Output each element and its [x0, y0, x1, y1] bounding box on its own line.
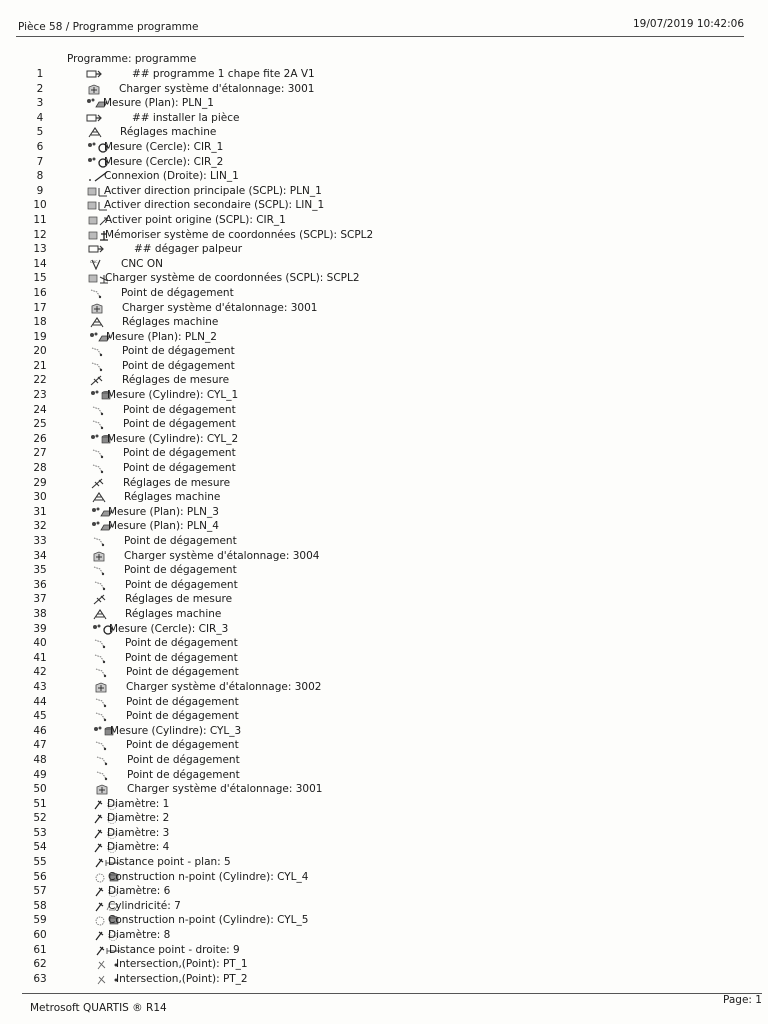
step-number: 19	[33, 330, 47, 343]
step-number: 27	[33, 447, 47, 460]
measure-circle-icon	[92, 624, 108, 635]
program-step-row	[0, 768, 768, 783]
program-step-row	[0, 972, 768, 987]
program-step-row	[0, 330, 768, 345]
measure-circle-icon	[87, 157, 103, 168]
comment-icon	[88, 244, 104, 255]
step-label: Mesure (Cercle): CIR_2	[104, 155, 224, 168]
program-step-row	[0, 505, 768, 520]
step-number: 50	[33, 783, 47, 796]
program-step-row	[0, 665, 768, 680]
program-step-row	[0, 476, 768, 491]
step-label: Activer direction principale (SCPL): PLN_1	[104, 184, 322, 197]
step-number: 13	[33, 243, 47, 256]
step-label: Point de dégagement	[123, 447, 236, 460]
machine-settings-icon	[92, 609, 108, 620]
load-system-icon	[89, 303, 105, 314]
step-number: 52	[33, 812, 47, 825]
step-number: 35	[33, 564, 47, 577]
step-label: Point de dégagement	[123, 418, 236, 431]
step-label: Diamètre: 2	[107, 812, 170, 825]
program-step-row	[0, 125, 768, 140]
step-number: 29	[33, 476, 47, 489]
step-label: Point de dégagement	[125, 578, 238, 591]
program-step-row	[0, 111, 768, 126]
program-step-row	[0, 884, 768, 899]
step-number: 33	[33, 535, 47, 547]
header-datetime: 19/07/2019 10:42:06	[632, 18, 744, 30]
step-label: Intersection,(Point): PT_2	[116, 972, 248, 985]
program-step-list	[0, 67, 768, 986]
program-title: Programme: programme	[67, 53, 197, 65]
program-step-row	[0, 957, 768, 972]
program-step-row	[0, 446, 768, 461]
step-label: Point de dégagement	[126, 695, 239, 708]
program-step-row	[0, 417, 768, 432]
step-label: Réglages machine	[125, 607, 222, 620]
intersection-icon	[96, 974, 112, 985]
step-number: 6	[36, 140, 44, 153]
step-label: Point de dégagement	[125, 637, 238, 650]
direction-icon	[87, 200, 103, 211]
measure-plane-icon	[89, 332, 105, 343]
clearance-point-icon	[89, 346, 105, 357]
step-label: Distance point - plan: 5	[108, 856, 231, 869]
step-number: 57	[33, 885, 47, 898]
step-label: Intersection,(Point): PT_1	[116, 958, 248, 971]
program-step-row	[0, 855, 768, 870]
clearance-point-icon	[90, 419, 106, 430]
program-step-row	[0, 899, 768, 914]
clearance-point-icon	[89, 361, 105, 372]
program-step-row	[0, 432, 768, 447]
step-number: 21	[33, 359, 47, 372]
machine-settings-icon	[91, 492, 107, 503]
step-number: 41	[33, 651, 47, 664]
program-step-row	[0, 301, 768, 316]
header-title: Pièce 58 / Programme programme	[18, 21, 199, 33]
step-label: ## programme 1 chape fite 2A V1	[132, 68, 315, 80]
step-label: ## dégager palpeur	[134, 243, 243, 256]
page-footer	[22, 993, 762, 1020]
clearance-point-icon	[91, 536, 107, 547]
step-number: 15	[33, 272, 47, 285]
measure-plane-icon	[91, 507, 107, 518]
clearance-point-icon	[92, 653, 108, 664]
program-step-row	[0, 140, 768, 155]
step-number: 1	[36, 68, 44, 80]
step-label: Mesure (Cylindre): CYL_2	[107, 432, 239, 445]
comment-icon	[86, 69, 102, 80]
step-number: 55	[33, 856, 47, 869]
step-number: 18	[33, 316, 47, 329]
program-step-row	[0, 738, 768, 753]
program-step-row	[0, 709, 768, 724]
measure-settings-icon	[89, 375, 105, 386]
step-number: 7	[36, 155, 44, 168]
step-number: 9	[36, 184, 44, 197]
program-step-row	[0, 840, 768, 855]
program-step-row	[0, 578, 768, 593]
step-number: 49	[33, 768, 47, 781]
step-number: 24	[33, 403, 47, 416]
clearance-point-icon	[92, 580, 108, 591]
step-number: 48	[33, 753, 47, 766]
step-label: Diamètre: 1	[107, 797, 170, 810]
step-label: Mesure (Plan): PLN_3	[108, 505, 219, 518]
step-number: 26	[33, 432, 47, 445]
step-number: 22	[33, 374, 47, 387]
step-label: Activer point origine (SCPL): CIR_1	[105, 213, 286, 226]
program-step-row	[0, 826, 768, 841]
load-coord-icon	[88, 273, 104, 284]
step-label: Mesure (Plan): PLN_2	[106, 330, 217, 343]
step-number: 38	[33, 607, 47, 620]
line-icon	[87, 171, 103, 182]
load-system-icon	[91, 551, 107, 562]
step-number: 47	[33, 739, 47, 752]
program-step-row	[0, 782, 768, 797]
step-label: Diamètre: 3	[107, 826, 170, 839]
program-step-row	[0, 695, 768, 710]
step-label: Réglages de mesure	[123, 476, 231, 489]
program-step-row	[0, 563, 768, 578]
origin-icon	[88, 215, 104, 226]
measure-cylinder-icon	[90, 434, 106, 445]
measure-settings-icon	[92, 594, 108, 605]
program-step-row	[0, 592, 768, 607]
step-label: Mesure (Plan): PLN_1	[103, 97, 214, 110]
save-system-icon	[88, 230, 104, 241]
step-number: 10	[33, 199, 47, 212]
step-label: CNC ON	[121, 257, 163, 270]
load-system-icon	[86, 84, 102, 95]
step-number: 60	[33, 929, 47, 942]
step-label: Réglages de mesure	[125, 593, 233, 606]
step-number: 2	[36, 82, 44, 95]
step-label: Réglages machine	[120, 126, 217, 139]
program-step-row	[0, 388, 768, 403]
step-number: 54	[33, 841, 47, 854]
step-number: 23	[33, 389, 47, 402]
step-label: Charger système d'étalonnage: 3001	[119, 82, 315, 95]
step-label: Point de dégagement	[123, 403, 236, 416]
page-header	[16, 20, 744, 37]
program-step-row	[0, 607, 768, 622]
step-label: Charger système d'étalonnage: 3001	[122, 301, 318, 314]
load-system-icon	[94, 784, 110, 795]
measure-cylinder-icon	[93, 726, 109, 737]
program-step-row	[0, 184, 768, 199]
clearance-point-icon	[90, 463, 106, 474]
program-step-row	[0, 622, 768, 637]
step-label: Point de dégagement	[123, 462, 236, 475]
step-label: Mesure (Cercle): CIR_1	[104, 140, 224, 153]
step-label: Point de dégagement	[126, 739, 239, 752]
step-label: Point de dégagement	[121, 286, 234, 299]
program-step-row	[0, 928, 768, 943]
clearance-point-icon	[90, 448, 106, 459]
step-number: 20	[33, 345, 47, 358]
clearance-point-icon	[91, 565, 107, 576]
step-label: Distance point - droite: 9	[109, 943, 240, 956]
step-number: 53	[33, 826, 47, 839]
step-label: Connexion (Droite): LIN_1	[104, 170, 239, 183]
step-label: Diamètre: 8	[108, 929, 171, 942]
program-step-row	[0, 519, 768, 534]
measure-circle-icon	[87, 142, 103, 153]
step-number: 32	[33, 520, 47, 533]
page-number: Page: 1	[723, 994, 762, 1006]
load-system-icon	[93, 682, 109, 693]
clearance-point-icon	[88, 288, 104, 299]
step-number: 56	[33, 870, 47, 883]
step-number: 51	[33, 797, 47, 810]
program-step-row	[0, 286, 768, 301]
step-label: Construction n-point (Cylindre): CYL_4	[108, 870, 309, 883]
program-step-row	[0, 344, 768, 359]
program-step-row	[0, 213, 768, 228]
program-step-row	[0, 155, 768, 170]
step-number: 16	[33, 286, 47, 299]
step-label: Point de dégagement	[125, 651, 238, 664]
step-label: Point de dégagement	[127, 753, 240, 766]
program-step-row	[0, 315, 768, 330]
clearance-point-icon	[94, 755, 110, 766]
step-number: 43	[33, 680, 47, 693]
step-number: 8	[36, 170, 44, 183]
program-step-row	[0, 797, 768, 812]
step-number: 44	[33, 695, 47, 708]
step-label: Diamètre: 6	[108, 885, 171, 898]
program-step-row	[0, 359, 768, 374]
step-number: 62	[33, 958, 47, 971]
program-step-row	[0, 913, 768, 928]
step-label: Point de dégagement	[124, 535, 237, 547]
step-label: Mémoriser système de coordonnées (SCPL): SCPL2	[105, 228, 374, 241]
clearance-point-icon	[93, 697, 109, 708]
step-label: Charger système d'étalonnage: 3004	[124, 549, 320, 562]
step-number: 45	[33, 710, 47, 723]
step-label: ## installer la pièce	[132, 111, 240, 124]
clearance-point-icon	[94, 770, 110, 781]
program-step-row	[0, 680, 768, 695]
step-label: Charger système d'étalonnage: 3002	[126, 680, 322, 693]
step-number: 39	[33, 622, 47, 635]
step-label: Construction n-point (Cylindre): CYL_5	[108, 914, 309, 927]
step-label: Réglages machine	[122, 316, 219, 329]
program-step-row	[0, 169, 768, 184]
program-step-row	[0, 67, 768, 82]
machine-settings-icon	[87, 127, 103, 138]
step-label: Réglages de mesure	[122, 374, 230, 387]
svg-text:CNC: CNC	[90, 259, 98, 264]
step-label: Mesure (Cercle): CIR_3	[109, 622, 229, 635]
program-step-row	[0, 228, 768, 243]
clearance-point-icon	[93, 740, 109, 751]
step-number: 30	[33, 491, 47, 504]
program-step-row	[0, 96, 768, 111]
step-number: 61	[33, 943, 47, 956]
step-label: Mesure (Cylindre): CYL_1	[107, 389, 239, 402]
step-label: Mesure (Cylindre): CYL_3	[110, 724, 242, 737]
program-step-row	[0, 257, 768, 272]
step-label: Point de dégagement	[124, 564, 237, 577]
step-number: 37	[33, 593, 47, 606]
step-number: 12	[33, 228, 47, 241]
measure-plane-icon	[91, 521, 107, 532]
step-label: Activer direction secondaire (SCPL): LIN_1	[104, 199, 325, 212]
measure-plane-icon	[86, 98, 102, 109]
step-number: 59	[33, 914, 47, 927]
step-number: 42	[33, 666, 47, 679]
program-step-row	[0, 943, 768, 958]
program-step-row	[0, 198, 768, 213]
step-label: Réglages machine	[124, 491, 221, 504]
step-number: 63	[33, 972, 47, 985]
step-number: 4	[36, 111, 44, 124]
step-label: Diamètre: 4	[107, 841, 170, 854]
step-number: 11	[33, 213, 47, 226]
program-step-row	[0, 82, 768, 97]
step-number: 31	[33, 505, 47, 518]
step-number: 17	[33, 301, 47, 314]
program-step-row	[0, 534, 768, 549]
clearance-point-icon	[90, 405, 106, 416]
program-step-row	[0, 753, 768, 768]
step-label: Point de dégagement	[126, 710, 239, 723]
step-label: Charger système d'étalonnage: 3001	[127, 783, 323, 796]
step-number: 5	[36, 126, 44, 139]
measure-cylinder-icon	[90, 390, 106, 401]
program-step-row	[0, 403, 768, 418]
step-label: Point de dégagement	[122, 359, 235, 372]
step-number: 28	[33, 462, 47, 475]
program-step-row	[0, 549, 768, 564]
program-step-row	[0, 651, 768, 666]
machine-settings-icon	[89, 317, 105, 328]
program-step-row	[0, 461, 768, 476]
clearance-point-icon	[92, 638, 108, 649]
step-label: Charger système de coordonnées (SCPL): SCPL2	[105, 272, 360, 285]
step-number: 36	[33, 578, 47, 591]
comment-icon	[86, 113, 102, 124]
step-number: 34	[33, 549, 47, 562]
step-number: 46	[33, 724, 47, 737]
program-step-row	[0, 870, 768, 885]
step-number: 3	[36, 97, 44, 110]
footer-brand: Metrosoft QUARTIS ® R14	[30, 1002, 167, 1014]
direction-icon	[87, 186, 103, 197]
step-number: 40	[33, 637, 47, 650]
program-step-row	[0, 811, 768, 826]
measure-settings-icon	[90, 478, 106, 489]
step-label: Cylindricité: 7	[108, 899, 181, 912]
program-step-row	[0, 724, 768, 739]
cnc-icon	[88, 259, 104, 270]
step-number: 58	[33, 899, 47, 912]
program-step-row	[0, 490, 768, 505]
clearance-point-icon	[93, 711, 109, 722]
step-number: 14	[33, 257, 47, 270]
intersection-icon	[96, 959, 112, 970]
program-step-row	[0, 636, 768, 651]
clearance-point-icon	[93, 667, 109, 678]
program-step-row	[0, 242, 768, 257]
step-label: Point de dégagement	[126, 666, 239, 679]
step-label: Point de dégagement	[122, 345, 235, 358]
step-label: Mesure (Plan): PLN_4	[108, 520, 219, 533]
program-step-row	[0, 373, 768, 388]
step-number: 25	[33, 418, 47, 431]
program-step-row	[0, 271, 768, 286]
step-label: Point de dégagement	[127, 768, 240, 781]
